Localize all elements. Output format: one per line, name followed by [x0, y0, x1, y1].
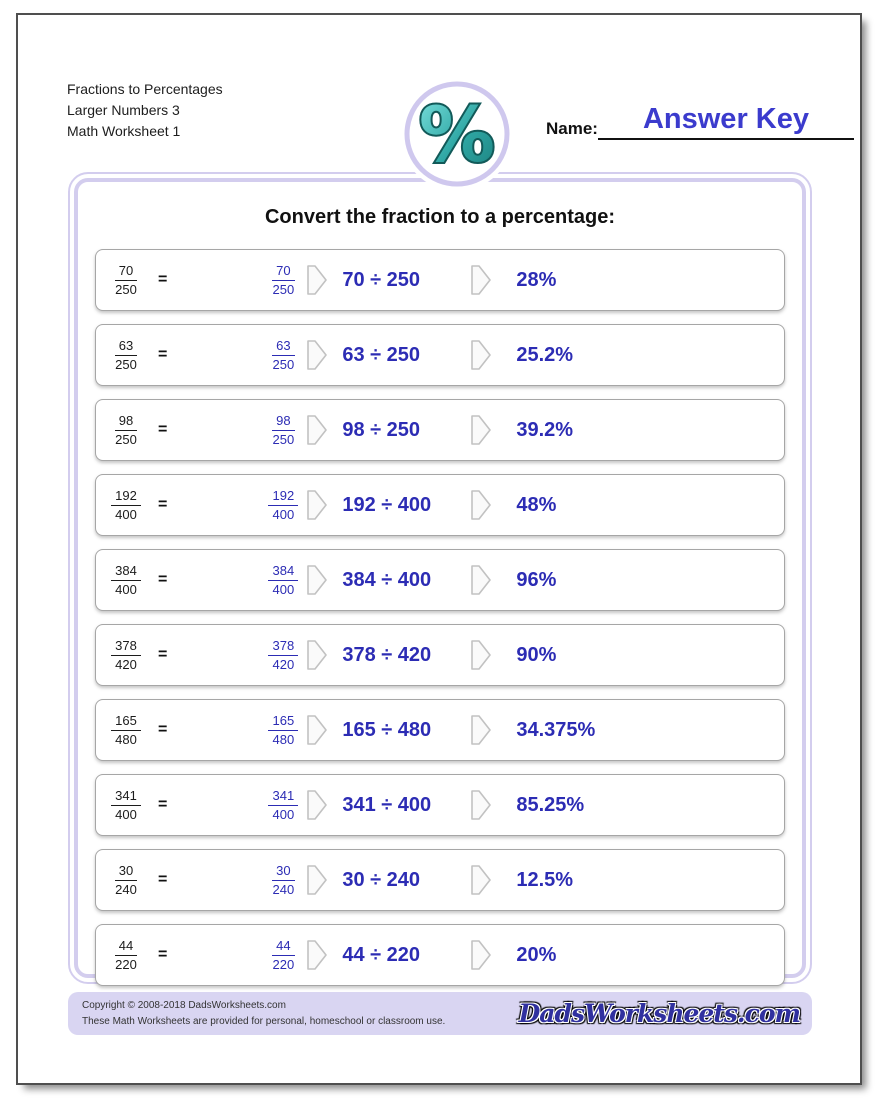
division-expression: 30 ÷ 240 — [342, 868, 421, 891]
equals-sign: = — [158, 346, 168, 363]
answer-denominator: 420 — [272, 656, 295, 672]
percentage-answer: 85.25% — [516, 793, 585, 816]
division-expression: 192 ÷ 400 — [342, 493, 432, 516]
answer-fraction — [263, 338, 303, 372]
worksheet-header — [67, 79, 223, 142]
answer-fraction — [263, 563, 303, 597]
problem-row — [95, 624, 785, 686]
arrow-right-icon — [305, 413, 329, 447]
problem-denominator: 400 — [115, 581, 137, 597]
division-expression: 44 ÷ 220 — [342, 943, 421, 966]
answer-fraction — [263, 938, 303, 972]
answer-numerator: 63 — [272, 338, 294, 356]
answer-denominator: 480 — [272, 731, 295, 747]
percentage-answer: 12.5% — [516, 868, 574, 891]
equals-sign: = — [158, 646, 168, 663]
percentage-answer: 39.2% — [516, 418, 574, 441]
arrow-right-icon — [305, 563, 329, 597]
arrow-right-icon — [469, 563, 493, 597]
answer-denominator: 250 — [272, 356, 295, 372]
answer-denominator: 400 — [272, 506, 295, 522]
equals-sign: = — [158, 871, 168, 888]
answer-denominator: 220 — [272, 956, 295, 972]
worksheet-subtitle-line: Larger Numbers 3 — [67, 102, 180, 118]
percentage-answer: 90% — [516, 643, 557, 666]
problem-row — [95, 924, 785, 986]
problem-fraction — [106, 488, 146, 522]
problem-denominator: 420 — [115, 656, 137, 672]
arrow-right-icon — [469, 713, 493, 747]
problem-fraction — [106, 788, 146, 822]
arrow-right-icon — [305, 788, 329, 822]
division-expression: 165 ÷ 480 — [342, 718, 432, 741]
answer-fraction — [263, 488, 303, 522]
division-expression: 63 ÷ 250 — [342, 343, 421, 366]
percentage-answer: 48% — [516, 493, 557, 516]
equals-sign: = — [158, 571, 168, 588]
percentage-answer: 25.2% — [516, 343, 574, 366]
problem-row — [95, 249, 785, 311]
answer-denominator: 240 — [272, 881, 295, 897]
footer-band — [68, 992, 812, 1035]
problem-fraction — [106, 413, 146, 447]
answer-denominator: 400 — [272, 806, 295, 822]
answer-denominator: 250 — [272, 281, 295, 297]
problem-list — [95, 249, 785, 986]
equals-sign: = — [158, 946, 168, 963]
answer-fraction — [263, 263, 303, 297]
answer-fraction — [263, 413, 303, 447]
percent-symbol: % — [418, 90, 496, 179]
answer-numerator: 378 — [268, 638, 298, 656]
problem-denominator: 250 — [115, 431, 137, 447]
arrow-right-icon — [469, 263, 493, 297]
arrow-right-icon — [305, 713, 329, 747]
instructions-heading: Convert the fraction to a percentage: — [264, 206, 616, 228]
problem-fraction — [106, 263, 146, 297]
problem-numerator: 341 — [111, 788, 141, 806]
arrow-right-icon — [469, 338, 493, 372]
equals-sign: = — [158, 421, 168, 438]
problem-row — [95, 324, 785, 386]
worksheet-page — [16, 13, 862, 1085]
percentage-answer: 20% — [516, 943, 557, 966]
problem-denominator: 400 — [115, 806, 137, 822]
arrow-right-icon — [469, 413, 493, 447]
name-label: Name: — [546, 119, 598, 138]
arrow-right-icon — [469, 938, 493, 972]
problem-fraction — [106, 938, 146, 972]
answer-denominator: 400 — [272, 581, 295, 597]
percent-badge-icon — [399, 76, 515, 192]
answer-fraction — [263, 863, 303, 897]
problem-fraction — [106, 338, 146, 372]
problem-row — [95, 774, 785, 836]
arrow-right-icon — [305, 488, 329, 522]
percentage-answer: 34.375% — [516, 718, 596, 741]
copyright-line: Copyright © 2008-2018 DadsWorksheets.com — [82, 999, 286, 1011]
problem-denominator: 240 — [115, 881, 137, 897]
division-expression: 341 ÷ 400 — [342, 793, 432, 816]
problem-denominator: 480 — [115, 731, 137, 747]
answer-numerator: 192 — [268, 488, 298, 506]
arrow-right-icon — [305, 638, 329, 672]
percentage-answer: 96% — [516, 568, 557, 591]
arrow-right-icon — [305, 263, 329, 297]
name-field — [546, 105, 854, 140]
answer-fraction — [263, 713, 303, 747]
answer-fraction — [263, 638, 303, 672]
arrow-right-icon — [469, 788, 493, 822]
copyright-block — [82, 998, 445, 1030]
equals-sign: = — [158, 796, 168, 813]
answer-key-text: Answer Key — [642, 103, 809, 135]
problem-numerator: 30 — [115, 863, 137, 881]
answer-numerator: 30 — [272, 863, 294, 881]
arrow-right-icon — [469, 638, 493, 672]
problem-denominator: 400 — [115, 506, 137, 522]
problem-numerator: 192 — [111, 488, 141, 506]
problem-row — [95, 849, 785, 911]
arrow-right-icon — [469, 488, 493, 522]
answer-numerator: 165 — [268, 713, 298, 731]
problem-numerator: 98 — [115, 413, 137, 431]
arrow-right-icon — [469, 863, 493, 897]
answer-numerator: 44 — [272, 938, 294, 956]
equals-sign: = — [158, 271, 168, 288]
answer-numerator: 98 — [272, 413, 294, 431]
arrow-right-icon — [305, 338, 329, 372]
problem-numerator: 165 — [111, 713, 141, 731]
answer-numerator: 70 — [272, 263, 294, 281]
answer-denominator: 250 — [272, 431, 295, 447]
problem-fraction — [106, 563, 146, 597]
problem-fraction — [106, 713, 146, 747]
division-expression: 70 ÷ 250 — [342, 268, 421, 291]
problem-numerator: 44 — [115, 938, 137, 956]
name-blank-line — [598, 105, 854, 140]
answer-fraction — [263, 788, 303, 822]
problem-numerator: 378 — [111, 638, 141, 656]
problem-fraction — [106, 638, 146, 672]
problem-fraction — [106, 863, 146, 897]
percentage-answer: 28% — [516, 268, 557, 291]
worksheet-number-line: Math Worksheet 1 — [67, 123, 181, 139]
problem-numerator: 384 — [111, 563, 141, 581]
equals-sign: = — [158, 721, 168, 738]
worksheet-body-inner — [74, 178, 806, 978]
division-expression: 98 ÷ 250 — [342, 418, 421, 441]
arrow-right-icon — [305, 938, 329, 972]
worksheet-title-line: Fractions to Percentages — [67, 81, 223, 97]
division-expression: 384 ÷ 400 — [342, 568, 432, 591]
equals-sign: = — [158, 496, 168, 513]
dadsworksheets-logo: DadsWorksheets.com — [518, 999, 800, 1028]
answer-numerator: 341 — [268, 788, 298, 806]
problem-row — [95, 549, 785, 611]
answer-numerator: 384 — [268, 563, 298, 581]
worksheet-body — [68, 172, 812, 984]
division-expression: 378 ÷ 420 — [342, 643, 432, 666]
problem-row — [95, 699, 785, 761]
problem-numerator: 63 — [115, 338, 137, 356]
usage-line: These Math Worksheets are provided for personal, homeschool or classroom use. — [82, 1015, 446, 1027]
problem-denominator: 250 — [115, 356, 137, 372]
problem-denominator: 220 — [115, 956, 137, 972]
problem-numerator: 70 — [115, 263, 137, 281]
arrow-right-icon — [305, 863, 329, 897]
problem-denominator: 250 — [115, 281, 137, 297]
problem-row — [95, 474, 785, 536]
problem-row — [95, 399, 785, 461]
